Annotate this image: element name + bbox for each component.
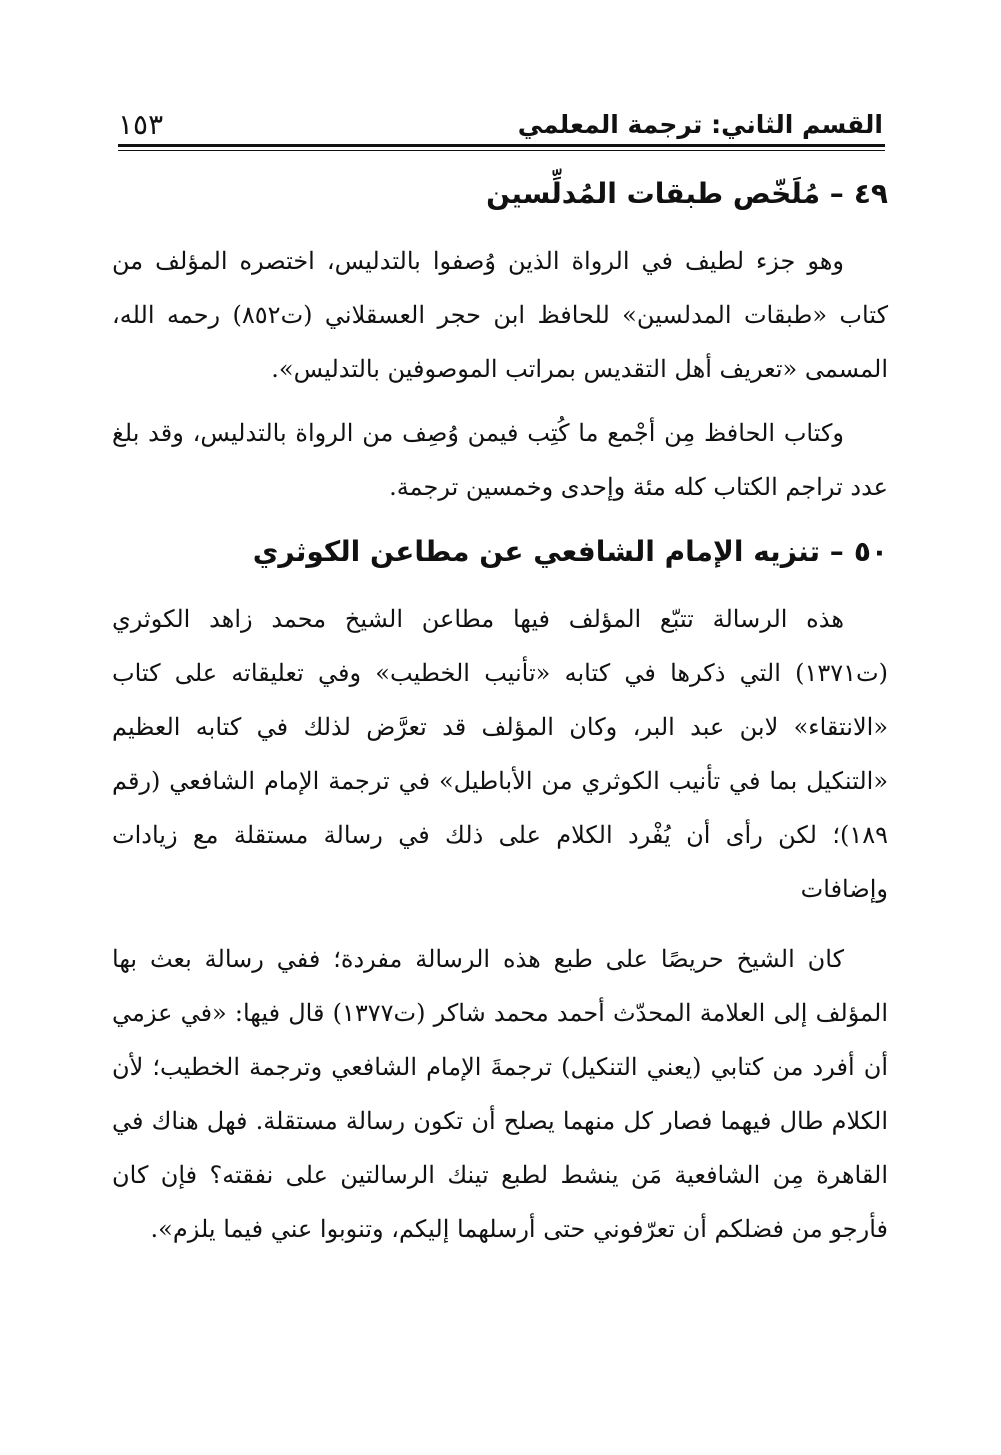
paragraph: هذه الرسالة تتبّع المؤلف فيها مطاعن الشيخ محمد زاهد الكوثري (ت١٣٧١) التي ذكرها في كتابه «تأنيب الخطيب» وفي تعليقاته على كتاب «الانتقاء» لابن عبد البر، وكان المؤلف قد تعرَّض لذلك في كتابه العظيم «التنكيل بما في تأنيب الكوثري من الأباطيل» في ترجمة الإمام الشافعي (رقم ١٨٩)؛ لكن رأى أن يُفْرد الكلام على ذلك في رسالة مستقلة مع زيادات وإضافات xyxy=(112,605,889,903)
paragraph: وكتاب الحافظ مِن أجْمع ما كُتِب فيمن وُصِف من الرواة بالتدليس، وقد بلغ عدد تراجم الكتاب كله مئة وإحدى وخمسين ترجمة. xyxy=(112,419,888,501)
section-heading-49 xyxy=(112,166,888,222)
header-rule-thick xyxy=(118,144,885,147)
section-heading-50 xyxy=(112,524,888,580)
heading-dash: – xyxy=(820,535,844,568)
header-rule-thin xyxy=(118,150,885,151)
paragraph: كان الشيخ حريصًا على طبع هذه الرسالة مفردة؛ ففي رسالة بعث بها المؤلف إلى العلامة المحدّث أحمد محمد شاكر (ت١٣٧٧) قال فيها: «في عزمي أن أفرد من كتابي (يعني التنكيل) ترجمةَ الإمام الشافعي وترجمة الخطيب؛ لأن الكلام طال فيهما فصار كل منهما يصلح أن تكون رسالة مستقلة. فهل هناك في القاهرة مِن الشافعية مَن ينشط لطبع تينك الرسالتين على نفقته؟ فإن كان فأرجو من فضلكم أن تعرّفوني حتى أرسلهما إليكم، وتنوبوا عني فيما يلزم». xyxy=(112,945,889,1243)
heading-dash: – xyxy=(820,177,844,210)
page-content xyxy=(112,166,888,1256)
section-number: ٤٩ xyxy=(853,177,888,210)
paragraph: وهو جزء لطيف في الرواة الذين وُصفوا بالتدليس، اختصره المؤلف من كتاب «طبقات المدلسين» للحافظ ابن حجر العسقلاني (ت٨٥٢) رحمه الله، المسمى «تعريف أهل التقديس بمراتب الموصوفين بالتدليس». xyxy=(112,247,889,383)
running-title: القسم الثاني: ترجمة المعلمي xyxy=(517,110,883,139)
section-title: مُلَخّص طبقات المُدلِّسين xyxy=(486,177,821,210)
section-number: ٥٠ xyxy=(853,535,888,568)
page-number: ١٥٣ xyxy=(118,108,164,141)
running-header xyxy=(118,108,883,144)
section-title: تنزيه الإمام الشافعي عن مطاعن الكوثري xyxy=(252,535,821,568)
